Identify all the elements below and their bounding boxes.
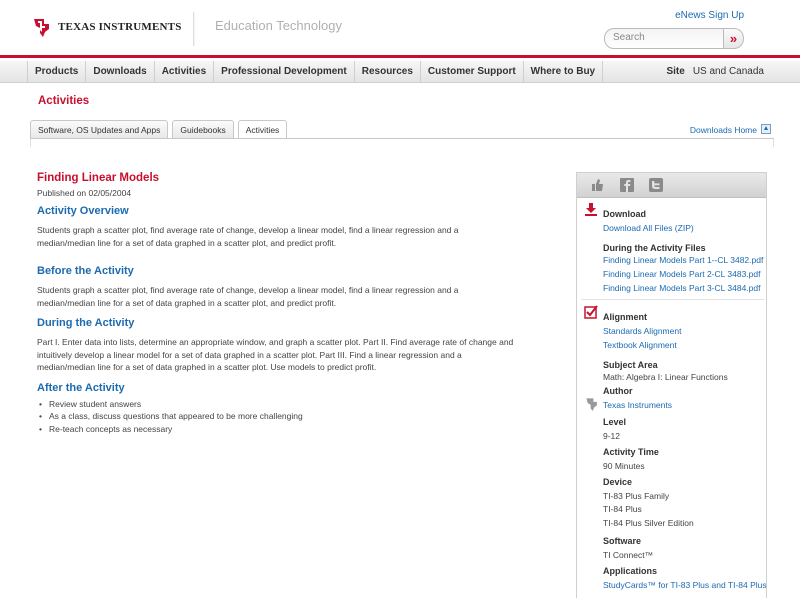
subject-area-label: Subject Area — [603, 360, 658, 370]
nav-item-professional-development[interactable]: Professional Development — [214, 61, 355, 83]
download-all-link[interactable]: Download All Files (ZIP) — [603, 223, 694, 233]
software-value: TI Connect™ — [603, 550, 654, 560]
published-date: Published on 02/05/2004 — [37, 188, 132, 198]
during-heading: During the Activity — [37, 317, 135, 329]
alignment-label: Alignment — [603, 312, 647, 322]
activity-title: Finding Linear Models — [37, 172, 160, 184]
section-name: Education Technology — [215, 18, 342, 33]
standards-alignment-link[interactable]: Standards Alignment — [603, 326, 682, 336]
nav-item-products[interactable]: Products — [27, 61, 86, 83]
ti-author-icon — [585, 396, 599, 412]
level-label: Level — [603, 417, 627, 427]
tab-activities[interactable]: Activities — [238, 120, 288, 139]
download-icon — [584, 202, 598, 216]
activity-sidebar — [576, 172, 767, 598]
site-value: US and Canada — [692, 66, 764, 77]
tab-panel-edge — [30, 139, 774, 147]
after-list — [37, 398, 547, 436]
search-input[interactable]: Search — [604, 28, 724, 49]
device-item: TI-83 Plus Family — [603, 491, 670, 501]
nav-item-where-to-buy[interactable]: Where to Buy — [524, 61, 603, 83]
tab-bar — [30, 120, 291, 139]
search-button[interactable]: » — [724, 28, 744, 49]
share-bar — [577, 173, 766, 198]
level-value: 9-12 — [603, 431, 621, 441]
brand-name: TEXAS INSTRUMENTS — [58, 21, 182, 33]
applications-label: Applications — [603, 566, 658, 576]
list-item: • Re-teach concepts as necessary — [37, 423, 547, 436]
thumbs-up-icon[interactable] — [591, 178, 604, 192]
before-text: Students graph a scatter plot, find average rate of change, develop a linear model, find a linear regression and a median/median line for a set of data graphed in a scatter plot, and predict profit. — [37, 285, 459, 308]
checkbox-check-icon — [584, 305, 598, 319]
downloads-home-link[interactable]: Downloads Home — [689, 125, 757, 135]
after-heading: After the Activity — [37, 381, 125, 394]
page-title: Activities — [38, 95, 90, 107]
twitter-icon[interactable] — [649, 178, 662, 192]
textbook-alignment-link[interactable]: Textbook Alignment — [603, 340, 677, 350]
before-heading: Before the Activity — [37, 265, 134, 277]
nav-item-customer-support[interactable]: Customer Support — [421, 61, 524, 83]
applications-link[interactable]: StudyCards™ for TI-83 Plus and TI-84 Plus — [603, 580, 767, 590]
during-files-label: During the Activity Files — [603, 243, 706, 253]
ti-logo-icon — [32, 16, 52, 38]
main-nav — [0, 61, 800, 83]
header-divider — [193, 12, 194, 46]
list-item: • Review student answers — [37, 398, 547, 411]
site-label: Site — [666, 66, 685, 77]
device-label: Device — [603, 477, 633, 487]
overview-heading: Activity Overview — [37, 205, 129, 217]
list-item: • As a class, discuss questions that appeared to be more challenging — [37, 410, 547, 423]
home-icon[interactable] — [761, 124, 771, 134]
site-header — [0, 0, 800, 58]
tab-software[interactable]: Software, OS Updates and Apps — [30, 120, 168, 138]
file-link-part-2[interactable]: Finding Linear Models Part 2-CL 3483.pdf — [603, 269, 761, 279]
ti-logo[interactable] — [32, 16, 182, 38]
facebook-icon[interactable] — [620, 178, 633, 192]
nav-item-activities[interactable]: Activities — [155, 61, 214, 83]
activity-content — [37, 172, 547, 435]
sidebar-divider — [581, 299, 764, 300]
device-item: TI-84 Plus Silver Edition — [603, 518, 694, 528]
overview-text: Students graph a scatter plot, find average rate of change, develop a linear model, find a linear regression and a median/median line for a set of data graphed in a scatter plot, and predict profit. — [37, 225, 459, 248]
nav-item-resources[interactable]: Resources — [355, 61, 421, 83]
software-label: Software — [603, 536, 642, 546]
file-link-part-3[interactable]: Finding Linear Models Part 3-CL 3484.pdf — [603, 283, 761, 293]
nav-item-downloads[interactable]: Downloads — [86, 61, 154, 83]
file-link-part-1[interactable]: Finding Linear Models Part 1--CL 3482.pdf — [603, 255, 764, 265]
site-selector[interactable] — [666, 61, 764, 83]
author-link[interactable]: Texas Instruments — [603, 400, 672, 410]
subject-area-value: Math: Algebra I: Linear Functions — [603, 372, 728, 382]
tab-guidebooks[interactable]: Guidebooks — [172, 120, 233, 138]
during-text: Part I. Enter data into lists, determine an appropriate window, and graph a scatter plot. Part II. Find average rate of change and intuitively develop a linear model for a set of data graphed in a scatter plot. Part III. Find a linear regression and a median/median line for a set of data graphed in a scatter plot. Use models to predict profit. — [37, 337, 514, 372]
download-label: Download — [603, 209, 646, 219]
device-item: TI-84 Plus — [603, 504, 642, 514]
activity-time-label: Activity Time — [603, 447, 659, 457]
activity-time-value: 90 Minutes — [603, 461, 645, 471]
enews-signup-link[interactable]: eNews Sign Up — [675, 10, 744, 21]
author-label: Author — [603, 386, 633, 396]
